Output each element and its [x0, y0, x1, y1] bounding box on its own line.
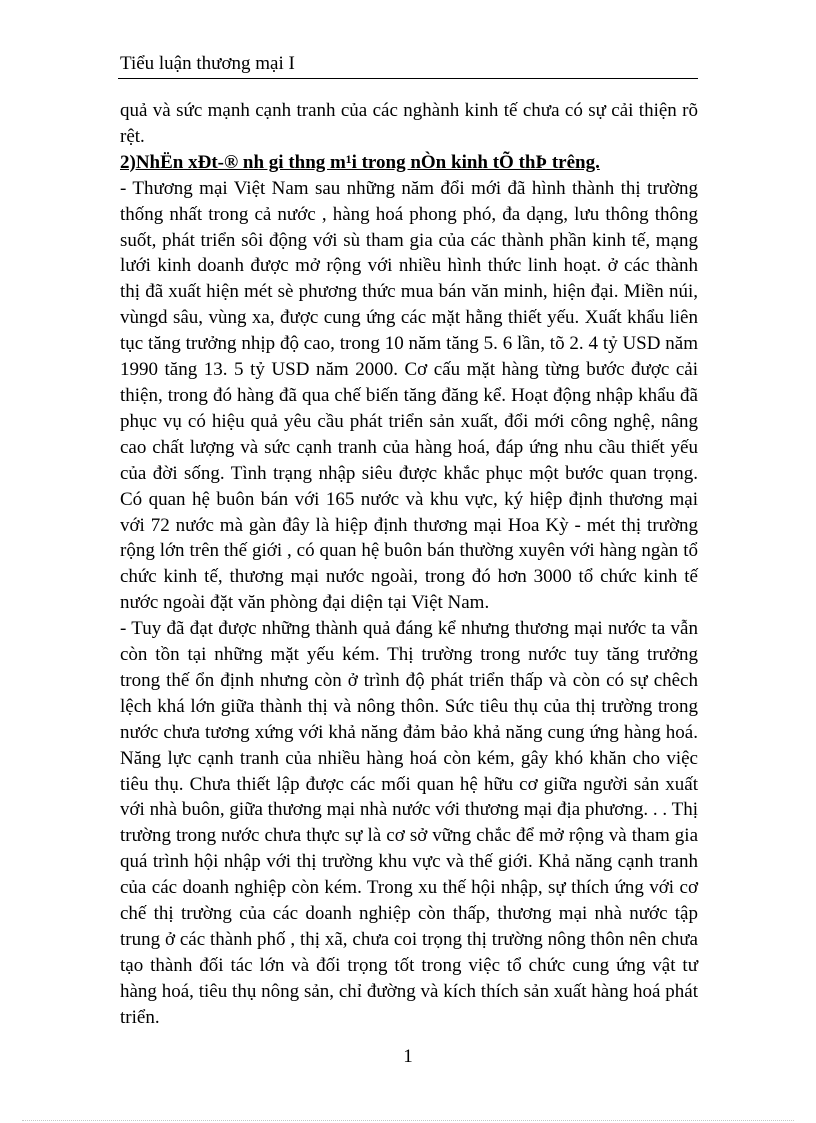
header-divider	[118, 78, 698, 79]
section-heading: 2)NhËn xÐt-® nh gi thng m¹i trong nÒn kinh tÕ thÞ trêng.	[120, 151, 600, 173]
running-header: Tiểu luận thương mại I	[120, 53, 295, 74]
paragraph-weaknesses: - Tuy đã đạt được những thành quả đáng kể nhưng thương mại nước ta vẫn còn tồn tại những mặt yếu kém. Thị trường trong nước tuy tăng trưởng trong thế ổn định nhưng còn ở trình độ phát triển thấp và còn có sự chêch lệch khá lớn giữa thành thị và nông thôn. Sức tiêu thụ của thị trường trong nước chưa tương xứng với khả năng đảm bảo khả năng cung ứng hàng hoá. Năng lực cạnh tranh của nhiều hàng hoá còn kém, gây khó khăn cho việc tiêu thụ. Chưa thiết lập được các mối quan hệ hữu cơ giữa người sản xuất với nhà buôn, giữa thương mại nhà nước với thương mại địa phương. . . Thị trường trong nước chưa thực sự là cơ sở vững chắc để mở rộng và tham gia quá trình hội nhập với thị trường khu vực và thế giới. Khả năng cạnh tranh của các doanh nghiệp còn kém. Trong xu thế hội nhập, sự thích ứng với cơ chế thị trường của các doanh nghiệp còn thấp, thương mại nhà nước tập trung ở các thành phố , thị xã, chưa coi trọng thị trường nông thôn nên chưa tạo thành đối tác lớn và đối trọng tốt trong việc tổ chức cung ứng vật tư hàng hoá, tiêu thụ nông sản, chỉ đường và kích thích sản xuất hàng hoá phát triển.	[120, 618, 698, 1028]
document-body	[120, 98, 698, 1031]
paragraph-achievements: - Thương mại Việt Nam sau những năm đổi mới đã hình thành thị trường thống nhất trong cả nước , hàng hoá phong phó, đa dạng, lưu thông thông suốt, phát triển sôi động với sù tham gia của các thành phần kinh tế, mạng lưới kinh doanh được mở rộng với nhiều hình thức linh hoạt. ở các thành thị đã xuất hiện mét sè phương thức mua bán văn minh, hiện đại. Miền núi, vùngd sâu, vùng xa, được cung ứng các mặt hằng thiết yếu. Xuất khẩu liên tục tăng trưởng nhịp độ cao, trong 10 năm tăng 5. 6 lần, tõ 2. 4 tỷ USD năm 1990 tăng 13. 5 tỷ USD năm 2000. Cơ cấu mặt hàng từng bước được cải thiện, trong đó hàng đã qua chế biến tăng đăng kể. Hoạt động nhập khẩu đã phục vụ có hiệu quả yêu cầu phát triển sản xuất, đổi mới công nghệ, nâng cao chất lượng và sức cạnh tranh của hàng hoá, đáp ứng nhu cầu thiết yếu của đời sống. Tình trạng nhập siêu được khắc phục một bước quan trọng. Có quan hệ buôn bán với 165 nước và khu vực, ký hiệp định thương mại với 72 nước mà gàn đây là hiệp định thương mại Hoa Kỳ - mét thị trường rộng lớn trên thế giới , có quan hệ buôn bán thường xuyên với hàng ngàn tổ chức kinh tế, thương mại nước ngoài, trong đó hơn 3000 tổ chức kinh tế nước ngoài đặt văn phòng đại diện tại Việt Nam.	[120, 177, 698, 614]
page-bottom-border	[22, 1120, 794, 1121]
continuation-paragraph: quả và sức mạnh cạnh tranh của các nghành kinh tế chưa có sự cải thiện rõ rệt.	[120, 100, 698, 147]
page-number: 1	[403, 1046, 413, 1067]
